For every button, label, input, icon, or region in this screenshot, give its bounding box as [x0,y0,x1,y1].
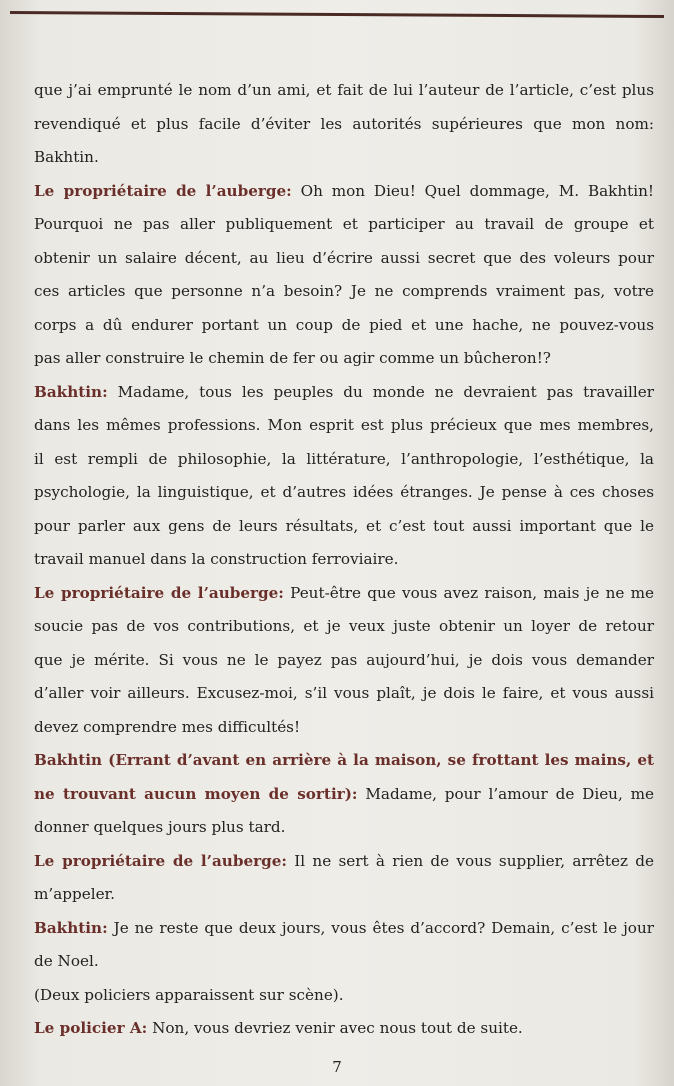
line-text: soucie pas de vos contributions, et je veux juste obtenir un loyer de retour [34,617,654,635]
text-line [34,644,654,678]
speaker-label: Le policier A: [34,1019,148,1037]
text-line [34,208,654,242]
line-text: (Deux policiers apparaissent sur scène). [34,985,344,1004]
text-line [34,845,654,879]
text-line [34,74,654,108]
page-number: 7 [332,1058,342,1076]
speaker-label: Le propriétaire de l’auberge: [34,181,292,200]
line-text: Non, vous devriez venir avec nous tout de suite. [147,1019,523,1037]
line-text: m’appeler. [34,885,115,903]
text-line [34,309,654,343]
top-rule [10,11,664,18]
speaker-label: Bakhtin (Errant d’avant en arrière à la maison, se frottant les mains, et [34,751,654,769]
text-line [34,175,654,209]
text-line [34,376,654,410]
line-text: corps a dû endurer portant un coup de pied et une hache, ne pouvez-vous [34,315,654,334]
line-text: psychologie, la linguistique, et d’autres idées étranges. Je pense à ces choses [34,483,654,501]
text-line [34,510,654,544]
line-text: ces articles que personne n’a besoin? Je ne comprends vraiment pas, votre [34,282,654,300]
line-text: d’aller voir ailleurs. Excusez-moi, s’il vous plaît, je dois le faire, et vous aussi [34,684,654,702]
line-text: devez comprendre mes difficultés! [34,717,301,736]
text-line [34,476,654,510]
line-text: Bakhtin. [34,148,99,166]
text-line [34,409,654,443]
line-text: il est rempli de philosophie, la littérature, l’anthropologie, l’esthétique, la [34,449,654,468]
text-line [34,275,654,309]
text-line [34,108,654,142]
line-text: de Noel. [34,952,99,970]
text-line [34,242,654,276]
speaker-label: Le propriétaire de l’auberge: [34,851,288,870]
text-line [34,811,654,845]
text-line [34,141,654,175]
text-line [34,912,654,946]
line-text: pas aller construire le chemin de fer ou agir comme un bûcheron!? [34,349,551,367]
speaker-label: Le propriétaire de l’auberge: [34,583,284,602]
speaker-label: ne trouvant aucun moyen de sortir): [34,784,358,803]
line-text: Madame, tous les peuples du monde ne devraient pas travailler [107,382,654,401]
line-text: Peut-être que vous avez raison, mais je ne me [283,583,654,602]
speaker-label: Bakhtin: [34,382,108,401]
line-text: Je ne reste que deux jours, vous êtes d’accord? Demain, c’est le jour [107,918,654,937]
text-line [34,577,654,611]
line-text: que j’ai emprunté le nom d’un ami, et fait de lui l’auteur de l’article, c’est plus [34,81,654,99]
line-text: Pourquoi ne pas aller publiquement et participer au travail de groupe et [34,215,654,233]
line-text: obtenir un salaire décent, au lieu d’écrire aussi secret que des voleurs pour [34,248,654,267]
text-line [34,878,654,912]
text-line [34,543,654,577]
line-text: pour parler aux gens de leurs résultats, et c’est tout aussi important que le [34,516,654,535]
text-line [34,778,654,812]
text-line [34,711,654,745]
line-text: revendiqué et plus facile d’éviter les autorités supérieures que mon nom: [34,114,654,133]
line-text: travail manuel dans la construction ferroviaire. [34,550,399,568]
line-text: dans les mêmes professions. Mon esprit est plus précieux que mes membres, [34,416,654,434]
text-line [34,443,654,477]
text-line [34,342,654,376]
line-text: Il ne sert à rien de vous supplier, arrêtez de [287,851,654,870]
text-line [34,677,654,711]
line-text: donner quelques jours plus tard. [34,818,286,836]
text-line [34,610,654,644]
text-line [34,1012,654,1046]
line-text: que je mérite. Si vous ne le payez pas aujourd’hui, je dois vous demander [34,650,654,669]
speaker-label: Bakhtin: [34,918,108,937]
line-text: Madame, pour l’amour de Dieu, me [357,784,655,803]
page-content [34,74,654,1046]
text-line [34,979,654,1013]
text-line [34,945,654,979]
text-line [34,744,654,778]
line-text: Oh mon Dieu! Quel dommage, M. Bakhtin! [291,181,654,200]
